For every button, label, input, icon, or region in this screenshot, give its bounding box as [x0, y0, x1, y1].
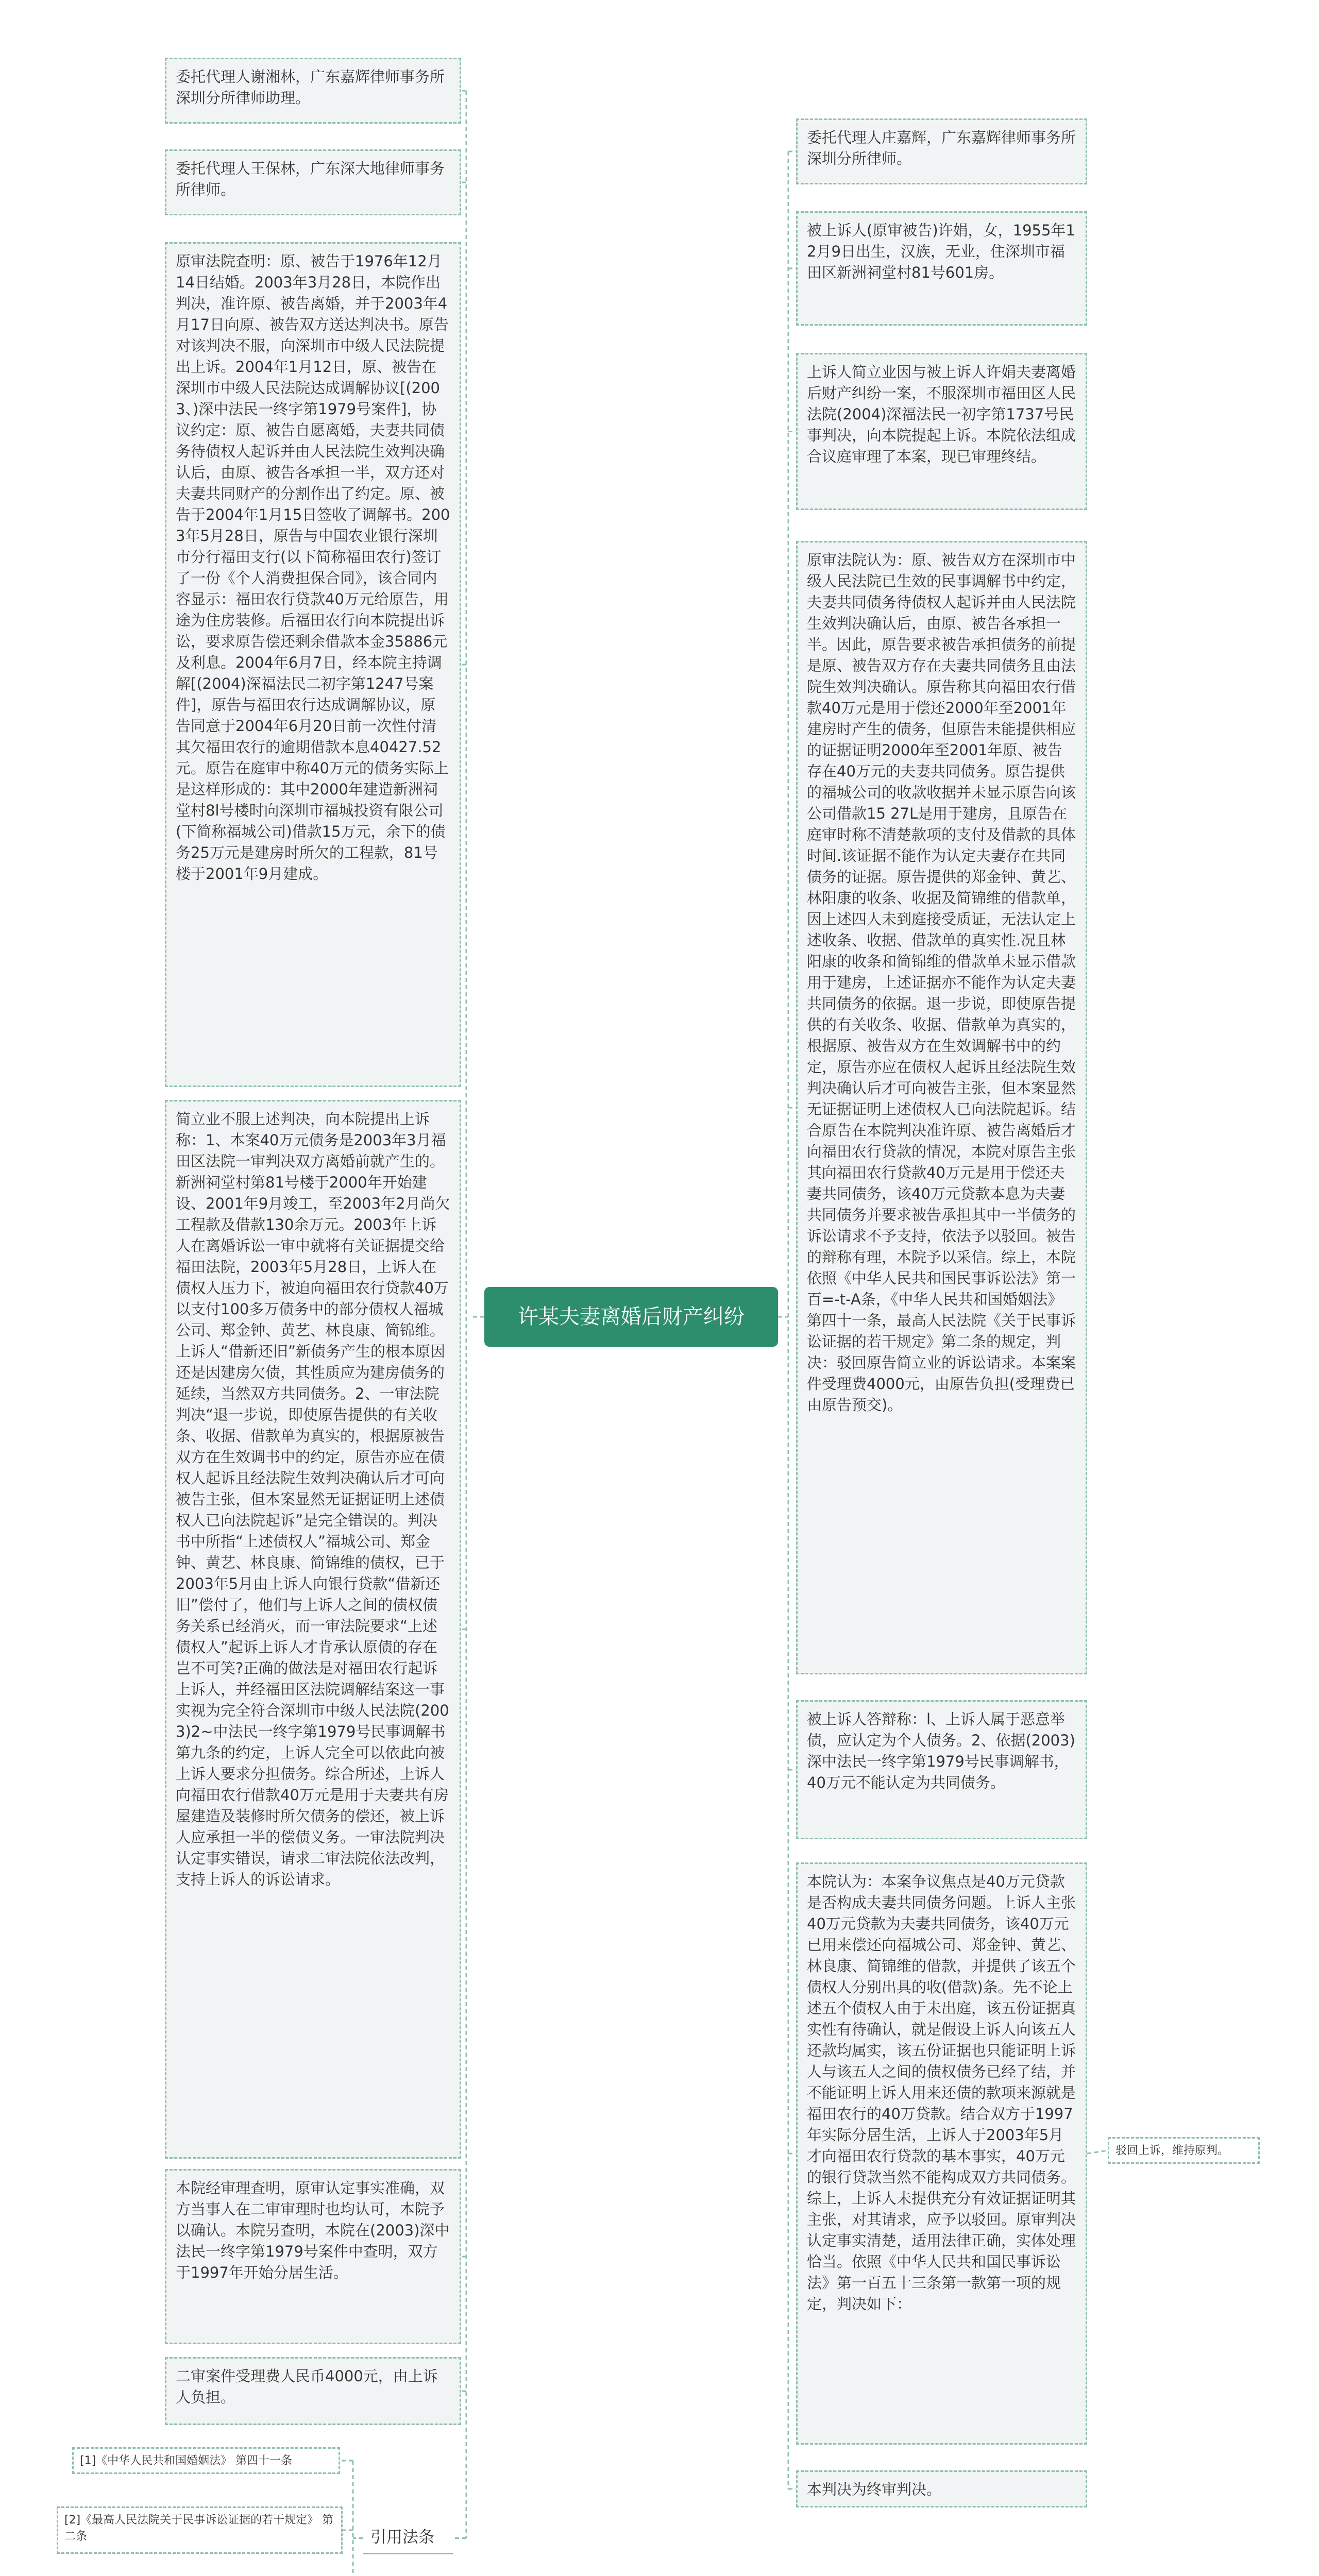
left-node-agent-xie[interactable]: 委托代理人谢湘林，广东嘉辉律师事务所深圳分所律师助理。: [165, 58, 461, 124]
judgment-branch-line: [1087, 2150, 1108, 2154]
right-node-appellee-info[interactable]: 被上诉人(原审被告)许娟，女，1955年12月9日出生，汉族，无业，住深圳市福田区新洲祠堂村81号601房。: [796, 211, 1087, 326]
left-node-appeal-claims[interactable]: 简立业不服上述判决，向本院提出上诉称：1、本案40万元债务是2003年3月福田区法院一审判决双方离婚前就产生的。新洲祠堂村第81号楼于2000年开始建设、2001年9月竣工，至2003年2月尚欠工程款及借款130余万元。2003年上诉人在离婚诉讼一审中就将有关证据提交给福田法院，2003年5月28日，上诉人在债权人压力下，被迫向福田农行贷款40万以支付100多万债务中的部分债权人福城公司、郑金钟、黄艺、林良康、简锦维。上诉人“借新还旧”新债务产生的根本原因还是因建房欠债，其性质应为建房债务的延续，当然双方共同债务。2、一审法院判决“退一步说，即使原告提供的有关收条、收据、借款单为真实的，根据原被告双方在生效调书中的约定，原告亦应在债权人起诉且经法院生效判决确认后才可向被告主张，但本案显然无证据证明上述债权人已向法院起诉”是完全错误的。判决书中所指“上述债权人”福城公司、郑金钟、黄艺、林良康、简锦维的债权，已于2003年5月由上诉人向银行贷款“借新还旧”偿付了，他们与上诉人之间的债权债务关系已经消灭，而一审法院要求“上述债权人”起诉上诉人才肯承认原债的存在岂不可笑?正确的做法是对福田农行起诉上诉人，并经福田区法院调解结案这一事实视为完全符合深圳市中级人民法院(2003)2~中法民一终字第1979号民事调解书第九条的约定，上诉人完全可以依此向被上诉人要求分担债务。综合所述，上诉人向福田农行借款40万元是用于夫妻共有房屋建造及装修时所欠债务的偿还，被上诉人应承担一半的偿债义务。一审法院判决认定事实错误，请求二审法院依法改判，支持上诉人的诉讼请求。: [165, 1100, 461, 2159]
root-topic[interactable]: 许某夫妻离婚后财产纠纷: [484, 1287, 778, 1347]
left-node-court-fee[interactable]: 二审案件受理费人民币4000元，由上诉人负担。: [165, 2357, 461, 2425]
law-item-evidence-rules[interactable]: [2]《最高人民法院关于民事诉讼证据的若干规定》 第二条: [57, 2506, 343, 2554]
right-node-original-judgment[interactable]: 原审法院认为：原、被告双方在深圳市中级人民法院已生效的民事调解书中约定，夫妻共同债务待债权人起诉并由人民法院生效判决确认后，由原、被告各承担一半。因此，原告要求被告承担债务的前提是原、被告双方存在夫妻共同债务且由法院生效判决确认。原告称其向福田农行借款40万元是用于偿还2000年至2001年建房时产生的债务，但原告未能提供相应的证据证明2000年至2001年原、被告存在40万元的夫妻共同债务。原告提供的福城公司的收款收据并未显示原告向该公司借款15 27L是用于建房，且原告在庭审时称不清楚款项的支付及借款的具体时间.该证据不能作为认定夫妻存在共同债务的证据。原告提供的郑金钟、黄艺、林阳康的收条、收据及简锦维的借款单，因上述四人未到庭接受质证，无法认定上述收条、收据、借款单的真实性.况且林阳康的收条和简锦维的借款单未显示借款用于建房，上述证据亦不能作为认定夫妻共同债务的依据。退一步说，即使原告提供的有关收条、收据、借款单为真实的，根据原、被告双方在生效调解书中的约定，原告亦应在债权人起诉且经法院生效判决确认后才可向被告主张，但本案显然无证据证明上述债权人已向法院起诉。结合原告在本院判决准许原、被告离婚后才向福田农行贷款的情况，本院对原告主张其向福田农行贷款40万元是用于偿还夫妻共同债务，该40万元贷款本息为夫妻共同债务并要求被告承担其中一半债务的诉讼请求不予支持，依法予以驳回。被告的辩称有理，本院予以采信。综上，本院依照《中华人民共和国民事诉讼法》第一百=-t-A条，《中华人民共和国婚姻法》第四十一条，最高人民法院《关于民事诉讼证据的若干规定》第二条的规定，判决：驳回原告简立业的诉讼请求。本案案件受理费4000元，由原告负担(受理费已由原告预交)。: [796, 541, 1087, 1674]
right-node-final[interactable]: 本判决为终审判决。: [796, 2470, 1087, 2507]
right-node-case-intro[interactable]: 上诉人简立业因与被上诉人许娟夫妻离婚后财产纠纷一案，不服深圳市福田区人民法院(2004)深福法民一初字第1737号民事判决，向本院提起上诉。本院依法组成合议庭审理了本案，现已审理终结。: [796, 353, 1087, 510]
right-node-agent-zhuang[interactable]: 委托代理人庄嘉辉，广东嘉辉律师事务所深圳分所律师。: [796, 118, 1087, 184]
right-node-appellee-reply[interactable]: 被上诉人答辩称：l、上诉人属于恶意举债，应认定为个人债务。2、依据(2003)深中法民一终字第1979号民事调解书，40万元不能认定为共同债务。: [796, 1700, 1087, 1839]
right-node-court-opinion[interactable]: 本院认为：本案争议焦点是40万元贷款是否构成夫妻共同债务问题。上诉人主张40万元贷款为夫妻共同债务，该40万元已用来偿还向福城公司、郑金钟、黄艺、林良康、简锦维的借款，并提供了该五个债权人分别出具的收(借款)条。先不论上述五个债权人由于未出庭，该五份证据真实性有待确认，就是假设上诉人向该五人还款均属实，该五份证据也只能证明上诉人与该五人之间的债权债务已经了结，并不能证明上诉人用来还债的款项来源就是福田农行的40万贷款。结合双方于1997年实际分居生活，上诉人于2003年5月才向福田农行贷款的基本事实，40万元的银行贷款当然不能构成双方共同债务。综上，上诉人未提供充分有效证据证明其主张，对其请求，应予以驳回。原审判决认定事实清楚，适用法律正确，实体处理恰当。依照《中华人民共和国民事诉讼法》第一百五十三条第一款第一项的规定，判决如下：: [796, 1862, 1087, 2445]
left-node-original-facts[interactable]: 原审法院查明：原、被告于1976年12月14日结婚。2003年3月28日，本院作出判决，准许原、被告离婚，并于2003年4月17日向原、被告双方送达判决书。原告对该判决不服，向深圳市中级人民法院提出上诉。2004年1月12日，原、被告在深圳市中级人民法院达成调解协议[(2003、)深中法民一终字第1979号案件]，协议约定：原、被告自愿离婚，夫妻共同债务待债权人起诉并由人民法院生效判决确认后，由原、被告各承担一半，双方还对夫妻共同财产的分割作出了约定。原、被告于2004年1月15日签收了调解书。2003年5月28日，原告与中国农业银行深圳市分行福田支行(以下简称福田农行)签订了一份《个人消费担保合同》，该合同内容显示：福田农行贷款40万元给原告，用途为住房装修。后福田农行向本院提出诉讼，要求原告偿还剩余借款本金35886元及利息。2004年6月7日，经本院主持调解[(2004)深福法民二初字第1247号案件]，原告与福田农行达成调解协议，原告同意于2004年6月20日前一次性付清其欠福田农行的逾期借款本息40427.52元。原告在庭审中称40万元的债务实际上是这样形成的：其中2000年建造新洲祠堂村8l号楼时向深圳市福城投资有限公司(下简称福城公司)借款15万元，余下的债务25万元是建房时所欠的工程款，81号楼于2001年9月建成。: [165, 242, 461, 1087]
judgment-result[interactable]: 驳回上诉，维持原判。: [1108, 2137, 1260, 2164]
law-item-marriage-law[interactable]: [1]《中华人民共和国婚姻法》 第四十一条: [72, 2447, 340, 2474]
left-node-second-instance-facts[interactable]: 本院经审理查明，原审认定事实准确，双方当事人在二审审理时也均认可，本院予以确认。本院另查明，本院在(2003)深中法民一终字第1979号案件中查明，双方于1997年开始分居生活。: [165, 2169, 461, 2344]
laws-label[interactable]: 引用法条: [363, 2522, 453, 2554]
left-node-agent-wang[interactable]: 委托代理人王保林，广东深大地律师事务所律师。: [165, 149, 461, 215]
